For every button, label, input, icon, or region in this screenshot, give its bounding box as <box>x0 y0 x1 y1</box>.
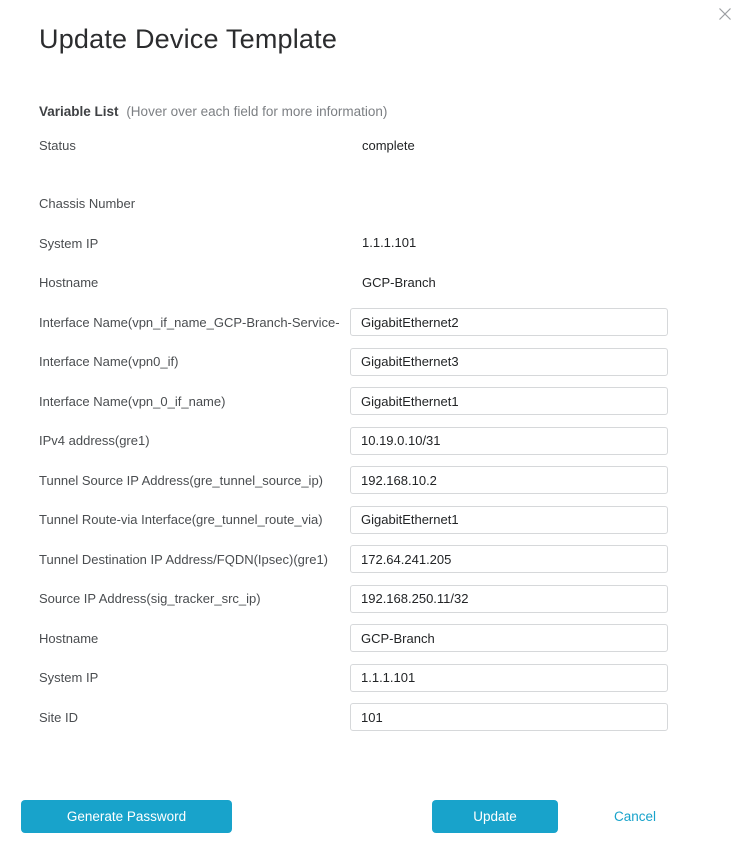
field-label: Source IP Address(sig_tracker_src_ip) <box>39 591 261 607</box>
form-row <box>39 461 752 501</box>
variable-list-heading <box>39 104 752 120</box>
field-value-cell <box>350 545 668 573</box>
field-value-cell <box>350 195 362 213</box>
field-input[interactable] <box>350 387 668 415</box>
field-label: Hostname <box>39 275 99 291</box>
form-row <box>39 698 752 738</box>
form-row <box>39 382 752 422</box>
form-row <box>39 658 752 698</box>
form-rows <box>39 126 752 737</box>
field-label: IPv4 address(gre1) <box>39 433 150 449</box>
update-button[interactable]: Update <box>432 800 558 833</box>
field-label: Status <box>39 138 76 154</box>
field-value-cell <box>350 348 668 376</box>
close-icon[interactable] <box>717 6 733 22</box>
field-value-cell <box>350 137 415 155</box>
field-value-cell <box>350 585 668 613</box>
variable-list-hint: (Hover over each field for more information) <box>126 104 388 119</box>
field-input[interactable] <box>350 308 668 336</box>
field-input[interactable] <box>350 348 668 376</box>
form-row <box>39 579 752 619</box>
field-label: Interface Name(vpn_0_if_name) <box>39 393 226 409</box>
field-input[interactable] <box>350 427 668 455</box>
field-value-cell <box>350 624 668 652</box>
field-value-cell <box>350 466 668 494</box>
form-row <box>39 342 752 382</box>
field-input[interactable] <box>350 624 668 652</box>
field-input[interactable] <box>350 585 668 613</box>
generate-password-button[interactable]: Generate Password <box>21 800 232 833</box>
form-row <box>39 224 752 264</box>
field-label: Hostname <box>39 630 99 646</box>
modal-footer <box>0 800 752 833</box>
form-row <box>39 303 752 343</box>
page-title: Update Device Template <box>39 24 338 54</box>
field-label: Site ID <box>39 709 79 725</box>
field-label: Tunnel Source IP Address(gre_tunnel_source_ip) <box>39 472 324 488</box>
field-input[interactable] <box>350 466 668 494</box>
field-input[interactable] <box>350 506 668 534</box>
field-label: System IP <box>39 670 99 686</box>
field-label: Tunnel Route-via Interface(gre_tunnel_route_via) <box>39 512 323 528</box>
field-value-cell <box>350 427 668 455</box>
field-value: GCP-Branch <box>362 274 436 290</box>
field-value-cell <box>350 703 668 731</box>
field-value: complete <box>362 137 415 153</box>
field-value-cell <box>350 274 436 292</box>
form-row <box>39 263 752 303</box>
field-label: Tunnel Destination IP Address/FQDN(Ipsec)(gre1) <box>39 551 329 567</box>
form-row <box>39 540 752 580</box>
field-value: 1.1.1.101 <box>362 235 417 251</box>
field-label: Chassis Number <box>39 196 136 212</box>
field-value-cell <box>350 506 668 534</box>
field-value-cell <box>350 664 668 692</box>
form-row <box>39 421 752 461</box>
field-label: System IP <box>39 235 99 251</box>
field-input[interactable] <box>350 664 668 692</box>
field-value-cell <box>350 234 416 252</box>
form-row <box>39 126 752 166</box>
variable-list-label: Variable List <box>39 104 119 119</box>
field-input[interactable] <box>350 703 668 731</box>
field-label: Interface Name(vpn0_if) <box>39 354 179 370</box>
field-input[interactable] <box>350 545 668 573</box>
field-value-cell <box>350 387 668 415</box>
form-row <box>39 500 752 540</box>
form-row <box>39 184 752 224</box>
field-value-cell <box>350 308 668 336</box>
cancel-button[interactable]: Cancel <box>614 800 656 833</box>
field-label: Interface Name(vpn_if_name_GCP-Branch-Service- <box>39 314 340 330</box>
form-row <box>39 619 752 659</box>
